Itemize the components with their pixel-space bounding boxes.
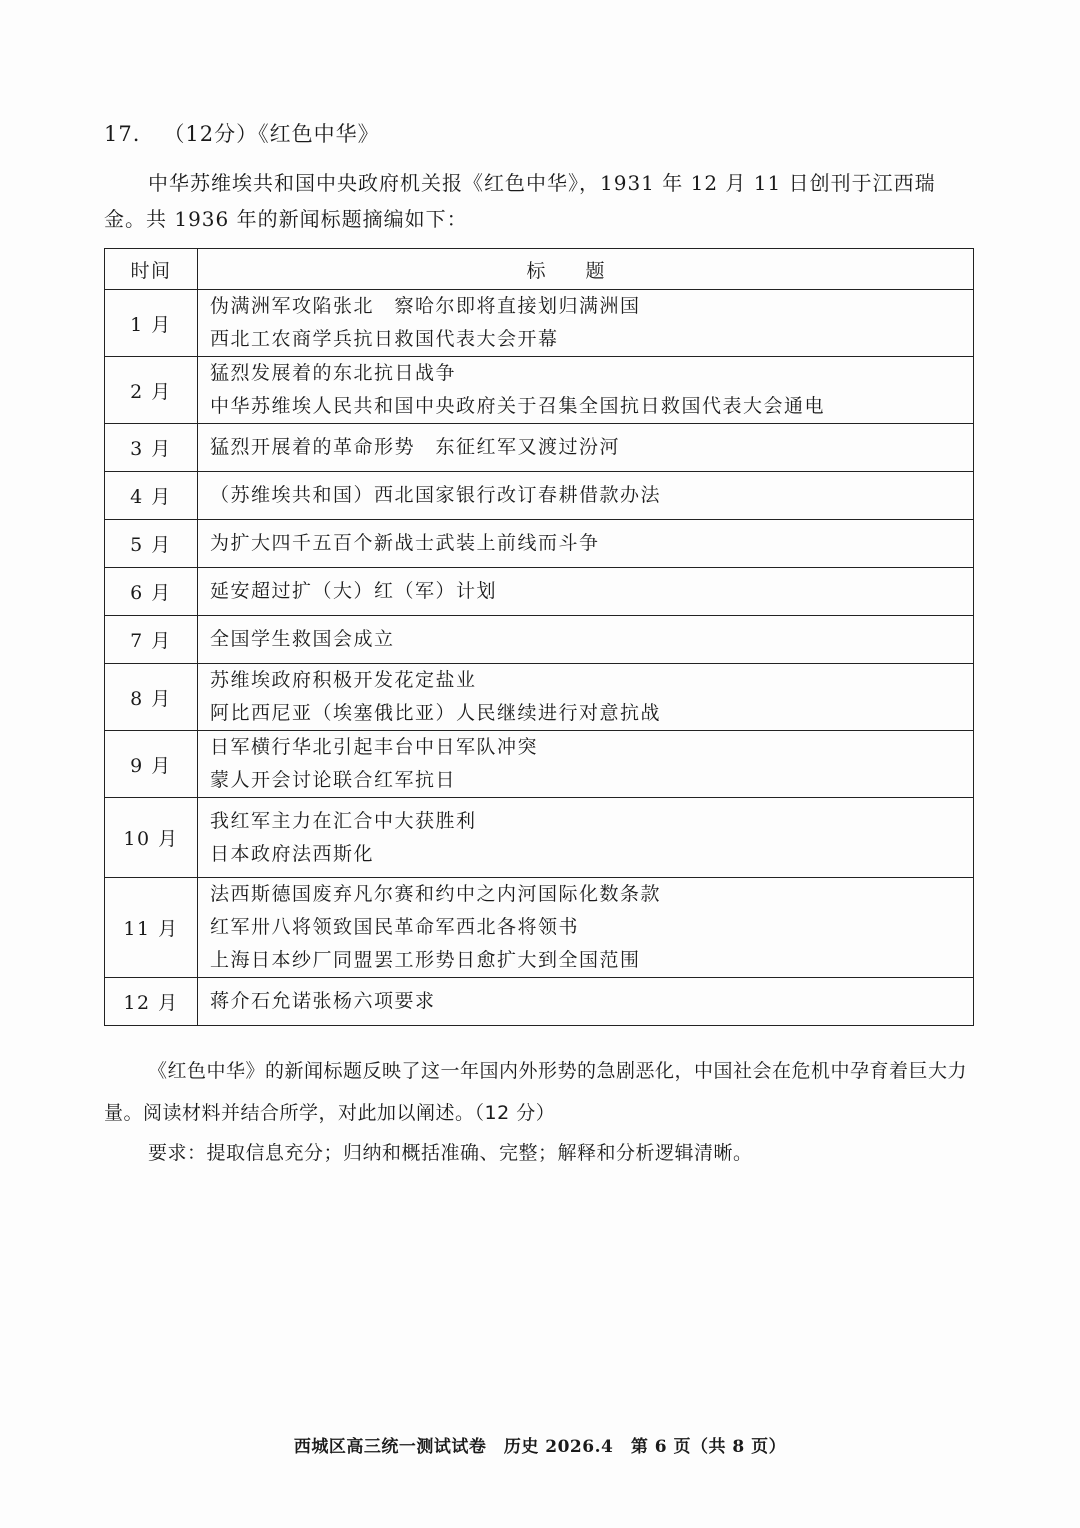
headline-text: 西北工农商学兵抗日救国代表大会开幕 [210,328,559,350]
headline-cell [198,616,974,664]
question-heading [104,118,380,148]
headline-text: 日军横行华北引起丰台中日军队冲突 [210,736,539,758]
headline-cell [198,568,974,616]
table-row [105,520,974,568]
headline-cell [198,878,974,978]
headline-text: 为扩大四千五百个新战士武装上前线而斗争 [210,532,600,554]
headline-text: 我红军主力在汇合中大获胜利 [210,809,477,832]
table-row [105,472,974,520]
table-row [105,290,974,357]
table-row [105,568,974,616]
table-row [105,664,974,731]
page-footer: 西城区高三统一测试试卷 历史 2026.4 第 6 页（共 8 页） [293,1437,787,1457]
question-score: （12分） [163,122,259,146]
headline-text: 猛烈发展着的东北抗日战争 [210,362,457,384]
headline-text: 全国学生救国会成立 [210,628,395,650]
headline-cell [198,731,974,798]
month-cell: 9 月 [105,731,198,798]
month-cell: 2 月 [105,357,198,424]
header-title: 标题 [198,249,974,290]
headline-text: 中华苏维埃人民共和国中央政府关于召集全国抗日救国代表大会通电 [210,395,826,417]
headline-text: （苏维埃共和国）西北国家银行改订春耕借款办法 [210,484,662,506]
headline-cell [198,520,974,568]
month-cell: 4 月 [105,472,198,520]
headline-cell [198,798,974,878]
month-cell: 6 月 [105,568,198,616]
question-topic: 《红色中华》 [258,122,380,146]
headline-cell [198,424,974,472]
question-intro: 中华苏维埃共和国中央政府机关报《红色中华》，1931 年 12 月 11 日创刊于江西瑞金。共 1936 年的新闻标题摘编如下： [104,171,936,231]
month-cell: 12 月 [105,978,198,1026]
headline-cell [198,290,974,357]
question-prompt: 《红色中华》的新闻标题反映了这一年国内外形势的急剧恶化，中国社会在危机中孕育着巨大力量。阅读材料并结合所学，对此加以阐述。（12 分） [104,1060,968,1124]
month-cell: 5 月 [105,520,198,568]
headline-text: 上海日本纱厂同盟罢工形势日愈扩大到全国范围 [210,949,641,971]
headline-text: 苏维埃政府积极开发花定盐业 [210,669,477,691]
answer-requirement: 要求：提取信息充分；归纳和概括准确、完整；解释和分析逻辑清晰。 [148,1142,753,1164]
table-row [105,616,974,664]
month-cell: 11 月 [105,878,198,978]
headline-text: 蒙人开会讨论联合红军抗日 [210,769,457,791]
headline-cell [198,978,974,1026]
table-row [105,978,974,1026]
month-cell: 1 月 [105,290,198,357]
headline-cell [198,472,974,520]
table-row [105,357,974,424]
table-row [105,878,974,978]
headline-cell [198,357,974,424]
month-cell: 3 月 [105,424,198,472]
headline-text: 红军卅八将领致国民革命军西北各将领书 [210,916,580,938]
headline-text: 蒋介石允诺张杨六项要求 [210,990,436,1012]
month-cell: 10 月 [105,798,198,878]
month-cell: 7 月 [105,616,198,664]
headline-text: 法西斯德国废弃凡尔赛和约中之内河国际化数条款 [210,883,662,905]
header-time: 时间 [105,249,198,290]
table-row [105,731,974,798]
headline-text: 伪满洲军攻陷张北 察哈尔即将直接划归满洲国 [210,295,641,317]
headline-text: 猛烈开展着的革命形势 东征红军又渡过汾河 [210,436,621,458]
month-cell: 8 月 [105,664,198,731]
table-row [105,424,974,472]
news-headlines-table [104,248,974,1026]
question-number: 17. [104,122,141,146]
table-header-row [105,249,974,290]
table-body [105,290,974,1026]
headline-text: 延安超过扩（大）红（军）计划 [210,580,498,602]
table-row [105,798,974,878]
headline-cell [198,664,974,731]
headline-text: 日本政府法西斯化 [210,842,375,865]
headline-text: 阿比西尼亚（埃塞俄比亚）人民继续进行对意抗战 [210,702,662,724]
